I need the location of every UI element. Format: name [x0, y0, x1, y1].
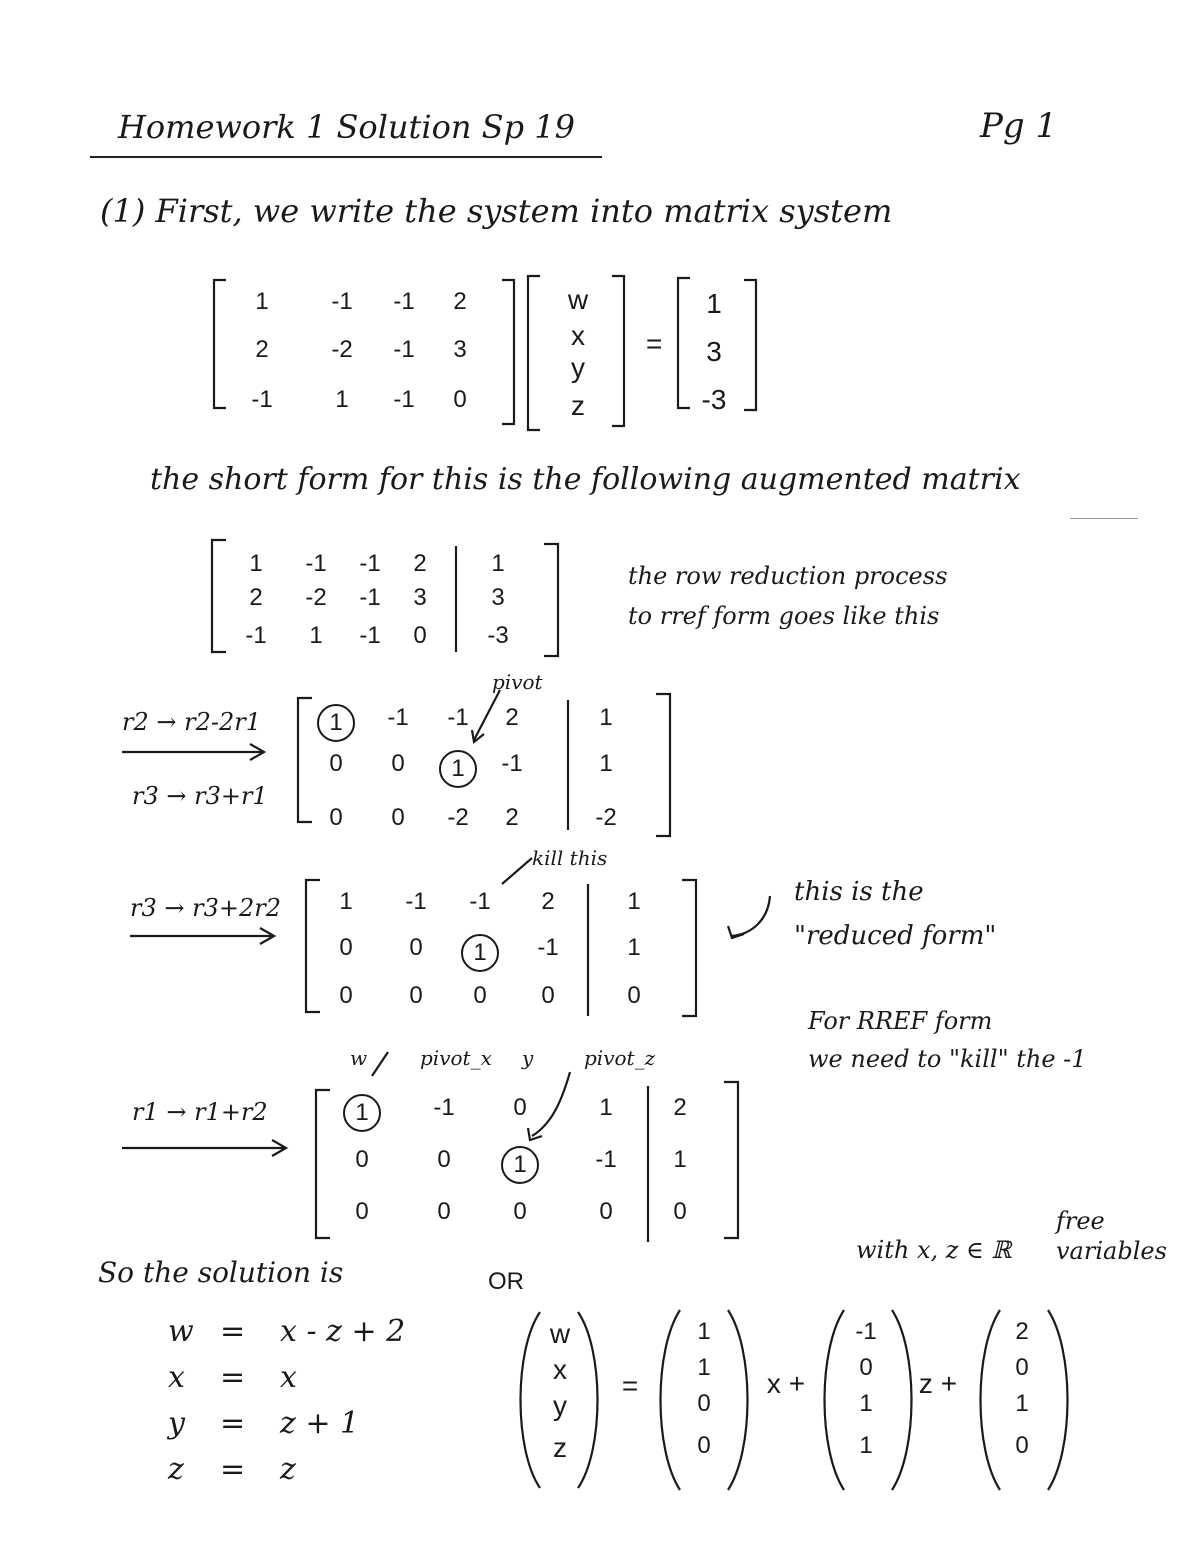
matrix-a-cell: 2: [453, 288, 467, 315]
free-variables-word: [1056, 1206, 1167, 1266]
op2-cell: 0: [339, 934, 353, 961]
op3-cell: 0: [513, 1094, 527, 1121]
vars-left-bracket: [528, 276, 540, 430]
b-entry: -3: [701, 384, 727, 415]
vec-z-left-paren: [825, 1310, 845, 1490]
process-note-line-1: the row reduction process: [628, 562, 948, 590]
equals-sign: =: [646, 328, 663, 359]
augmented-note: the short form for this is the following augmented matrix: [150, 462, 1021, 497]
b-right-bracket: [744, 280, 756, 410]
op3-cell: 0: [437, 1146, 451, 1173]
matrix-a-cell: -1: [393, 336, 415, 363]
aug-cell: -1: [305, 550, 327, 577]
op3-cell: 0: [355, 1146, 369, 1173]
free-variables-note: with x, z ∈ ℝ: [856, 1236, 1012, 1264]
vec-x-entry: 1: [697, 1354, 711, 1381]
equation-lhs: w: [168, 1314, 194, 1349]
matrix-a-cell: -2: [331, 336, 353, 363]
kill-label: kill this: [532, 846, 608, 870]
op3-col-label: w: [350, 1046, 368, 1070]
aug-cell: -1: [359, 622, 381, 649]
solution-title: So the solution is: [98, 1256, 344, 1289]
reduced-pointer: [732, 896, 770, 936]
op1-cell: 2: [505, 804, 519, 831]
vec-c-entry: 0: [1015, 1432, 1029, 1459]
vec-x-left-paren: [661, 1310, 681, 1490]
op2-cell: 0: [473, 982, 487, 1009]
var-entry: y: [571, 352, 585, 383]
op2-cell: 1: [627, 934, 641, 961]
aug-cell: -1: [245, 622, 267, 649]
op3-cell: 0: [437, 1198, 451, 1225]
z-coefficient-label: z +: [918, 1368, 958, 1399]
op3-cell: 1: [599, 1094, 613, 1121]
b-left-bracket: [678, 278, 690, 408]
equation-lhs: x: [168, 1360, 185, 1395]
op3-cell: 1: [673, 1146, 687, 1173]
page-title: Homework 1 Solution Sp 19: [118, 108, 575, 146]
equation-lhs: y: [168, 1406, 185, 1441]
rref-note: [808, 1002, 1087, 1078]
op2-cell: 0: [627, 982, 641, 1009]
aug-cell: 3: [413, 584, 427, 611]
aug-cell: 2: [413, 550, 427, 577]
op1-cell: 0: [329, 750, 343, 777]
solution-var-entry: y: [553, 1390, 567, 1421]
pivot-z-pointer: [532, 1072, 570, 1136]
note-rule: [1070, 518, 1138, 519]
aug-cell: -3: [487, 622, 509, 649]
op2-cell: 1: [461, 934, 499, 972]
aug-right-bracket: [544, 544, 558, 656]
matrix-a-right-bracket: [502, 280, 514, 424]
op3-cell: 1: [343, 1094, 381, 1132]
op3-label: r1 → r1+r2: [132, 1098, 268, 1126]
pivot-pointer: [474, 690, 500, 740]
op3-col-label: pivot_z: [584, 1046, 656, 1070]
vec-c-right-paren: [1048, 1310, 1068, 1490]
equation-equals: =: [220, 1406, 246, 1441]
vec-z-entry: 1: [859, 1432, 873, 1459]
equation-equals: =: [220, 1314, 246, 1349]
op2-cell: -1: [469, 888, 491, 915]
op1-cell: 0: [391, 804, 405, 831]
aug-cell: 1: [309, 622, 323, 649]
vars-right-bracket: [612, 276, 624, 426]
var-entry: w: [567, 284, 589, 315]
vec-z-entry: 1: [859, 1390, 873, 1417]
op2-cell: 1: [627, 888, 641, 915]
intro-text: (1) First, we write the system into matrix system: [100, 192, 893, 230]
process-note-line-2: to rref form goes like this: [628, 602, 940, 630]
equation-equals: =: [220, 1452, 246, 1487]
matrix-a-cell: 0: [453, 386, 467, 413]
equation-lhs: z: [168, 1452, 184, 1487]
x-coefficient-label: x +: [766, 1368, 806, 1399]
op3-cell: 0: [599, 1198, 613, 1225]
vec-c-entry: 0: [1015, 1354, 1029, 1381]
b-entry: 3: [706, 336, 722, 367]
vec-z-entry: 0: [859, 1354, 873, 1381]
vec-x-entry: 0: [697, 1390, 711, 1417]
free-word-line-2: variables: [1056, 1237, 1167, 1265]
rref-note-line-2: we need to "kill" the -1: [808, 1045, 1087, 1073]
op2-left-bracket: [306, 880, 320, 1012]
process-note: [628, 556, 947, 636]
aug-cell: 1: [491, 550, 505, 577]
op3-cell: 1: [501, 1146, 539, 1184]
op1-cell: 1: [599, 704, 613, 731]
op3-col-label: pivot_x: [420, 1046, 492, 1070]
op1-label-1: r2 → r2-2r1: [122, 708, 261, 736]
aug-cell: 3: [491, 584, 505, 611]
or-label: OR: [488, 1268, 524, 1295]
op1-cell: -2: [447, 804, 469, 831]
aug-cell: -2: [305, 584, 327, 611]
kill-pointer: [502, 858, 532, 884]
solution-var-entry: w: [549, 1318, 571, 1349]
rref-note-line-1: For RREF form: [808, 1007, 993, 1035]
op2-cell: 2: [541, 888, 555, 915]
op1-cell: 1: [599, 750, 613, 777]
vec-z-entry: -1: [855, 1318, 877, 1345]
op2-cell: -1: [537, 934, 559, 961]
op1-cell: 1: [317, 704, 355, 742]
vec-c-entry: 2: [1015, 1318, 1029, 1345]
aug-cell: 2: [249, 584, 263, 611]
page-number: Pg 1: [980, 106, 1058, 146]
reduced-pointer-head: [728, 926, 744, 938]
op2-cell: 0: [541, 982, 555, 1009]
var-entry: x: [571, 320, 585, 351]
pivot-label: pivot: [492, 670, 543, 694]
matrix-a-cell: -1: [251, 386, 273, 413]
matrix-a-cell: 2: [255, 336, 269, 363]
op1-label-2: r3 → r3+r1: [132, 782, 268, 810]
equation-rhs: x - z + 2: [280, 1314, 406, 1349]
op1-cell: 2: [505, 704, 519, 731]
pivot-x-pointer: [372, 1052, 388, 1076]
matrix-a-cell: 1: [335, 386, 349, 413]
vec-x-entry: 1: [697, 1318, 711, 1345]
b-entry: 1: [706, 288, 722, 319]
vec-x-entry: 0: [697, 1432, 711, 1459]
aug-cell: 0: [413, 622, 427, 649]
vars-vec-left-paren: [521, 1312, 541, 1488]
op2-cell: 0: [409, 982, 423, 1009]
var-entry: z: [571, 390, 585, 421]
op3-right-bracket: [724, 1082, 738, 1238]
op3-cell: 0: [673, 1198, 687, 1225]
op1-cell: 0: [329, 804, 343, 831]
vars-vec-right-paren: [578, 1312, 598, 1488]
matrix-a-cell: 3: [453, 336, 467, 363]
free-word-line-1: free: [1056, 1207, 1105, 1235]
op2-cell: 0: [409, 934, 423, 961]
matrix-a-cell: -1: [393, 386, 415, 413]
op3-col-label: y: [522, 1046, 534, 1070]
op1-cell: -1: [501, 750, 523, 777]
matrix-a-cell: -1: [331, 288, 353, 315]
matrix-a-cell: 1: [255, 288, 269, 315]
aug-left-bracket: [212, 540, 226, 652]
op2-cell: 0: [339, 982, 353, 1009]
op1-cell: -1: [387, 704, 409, 731]
op2-label: r3 → r3+2r2: [130, 894, 281, 922]
matrix-a-left-bracket: [214, 280, 226, 408]
equation-rhs: z + 1: [280, 1406, 360, 1441]
vec-c-entry: 1: [1015, 1390, 1029, 1417]
vec-z-right-paren: [892, 1310, 912, 1490]
op1-cell: 1: [439, 750, 477, 788]
op1-left-bracket: [298, 698, 312, 822]
op2-cell: 1: [339, 888, 353, 915]
solution-var-entry: z: [553, 1432, 567, 1463]
equation-rhs: x: [280, 1360, 297, 1395]
op1-cell: -2: [595, 804, 617, 831]
op3-cell: 2: [673, 1094, 687, 1121]
op1-cell: 0: [391, 750, 405, 777]
reduced-note-line-1: this is the: [794, 877, 924, 907]
aug-cell: -1: [359, 550, 381, 577]
op2-right-bracket: [682, 880, 696, 1016]
solution-equals: =: [621, 1370, 639, 1401]
matrix-a-cell: -1: [393, 288, 415, 315]
op3-cell: 0: [513, 1198, 527, 1225]
equation-equals: =: [220, 1360, 246, 1395]
op3-cell: -1: [433, 1094, 455, 1121]
equation-rhs: z: [280, 1452, 296, 1487]
op3-cell: 0: [355, 1198, 369, 1225]
op3-left-bracket: [316, 1090, 330, 1238]
op1-right-bracket: [656, 694, 670, 836]
op1-cell: -1: [447, 704, 469, 731]
reduced-form-note: [794, 870, 996, 958]
vec-x-right-paren: [728, 1310, 748, 1490]
solution-var-entry: x: [553, 1354, 567, 1385]
op2-cell: -1: [405, 888, 427, 915]
aug-cell: 1: [249, 550, 263, 577]
op3-cell: -1: [595, 1146, 617, 1173]
vec-c-left-paren: [981, 1310, 1001, 1490]
reduced-note-line-2: "reduced form": [794, 921, 997, 951]
aug-cell: -1: [359, 584, 381, 611]
